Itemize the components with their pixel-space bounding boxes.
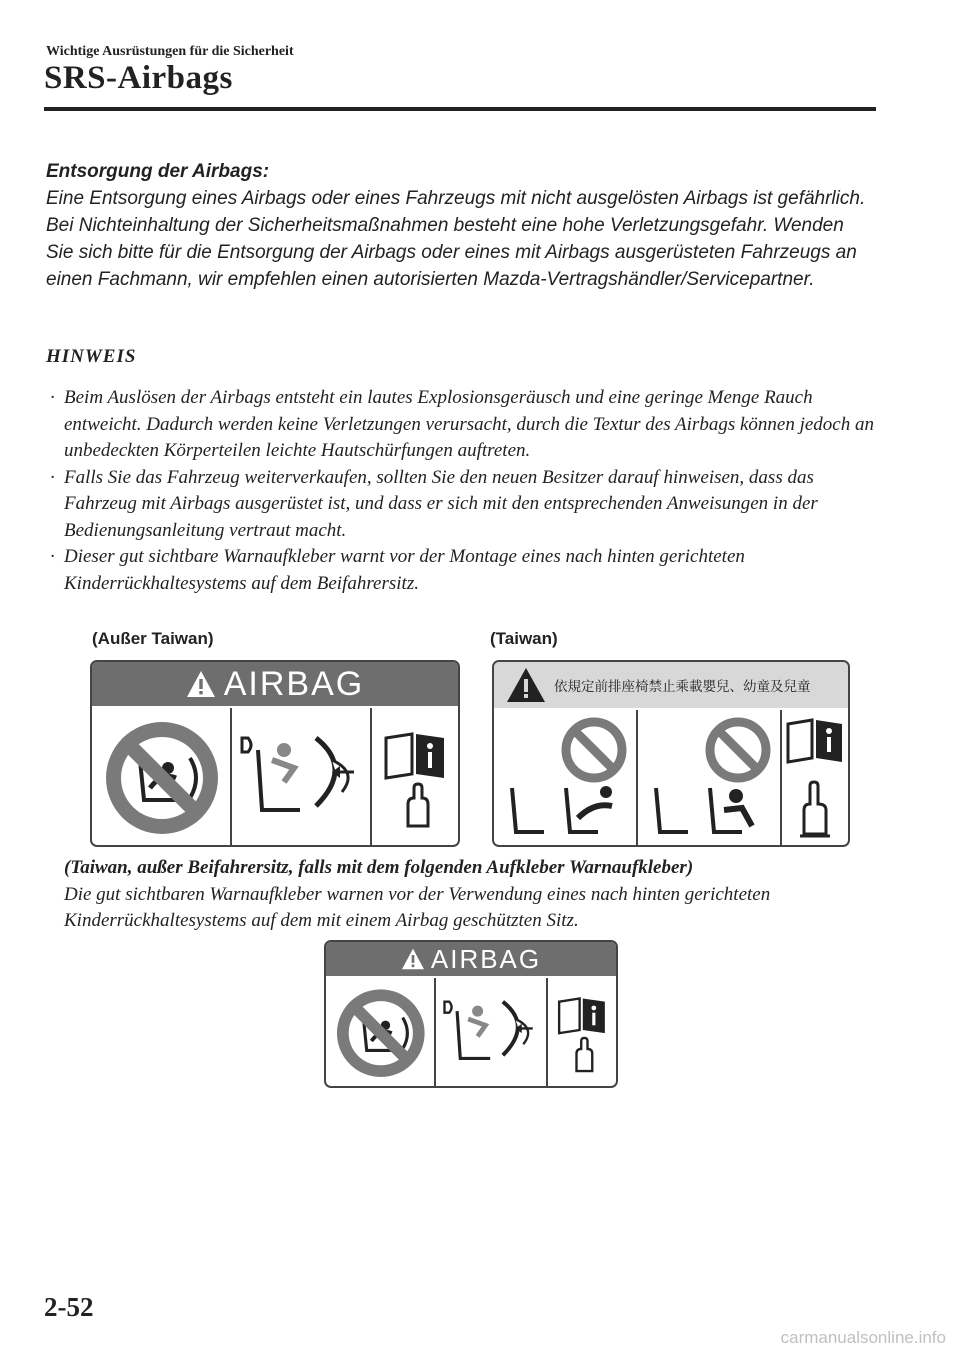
warning-triangle-icon (506, 667, 546, 703)
sticker-label-outside-taiwan: (Außer Taiwan) (92, 629, 214, 648)
sticker-header-text: 依規定前排座椅禁止乘載嬰兒、幼童及兒童 (554, 679, 811, 694)
warning-triangle-icon (401, 948, 425, 970)
bullet-glyph: · (50, 466, 55, 488)
bullet-glyph: · (50, 387, 55, 408)
caption-title: (Taiwan, außer Beifahrersitz, falls mit dem folgenden Aufkleber Warnaufkleber) (64, 857, 694, 878)
list-item (46, 544, 876, 597)
list-item (46, 465, 876, 545)
no-rear-facing-child-seat-icon (326, 978, 434, 1086)
sticker-panel (92, 708, 232, 845)
sticker-header (326, 942, 616, 976)
sticker-body (92, 708, 458, 845)
no-child-front-seat-icon (494, 710, 636, 845)
list-item-text: Falls Sie das Fahrzeug weiterverkaufen, sollten Sie den neuen Besitzer darauf hinweisen, dass das Fahrzeug mit Airbags ausgerüstet ist, und dass er sich mit den entsprechenden Anweisungen in der Bedienungsanleitung vertraut macht. (64, 466, 818, 541)
airbag-warning-sticker (324, 940, 618, 1088)
airbag-deploy-icon (436, 978, 546, 1086)
taiwan-warning-sticker (492, 660, 850, 847)
sticker-panel (782, 710, 848, 845)
sticker-header-text: AIRBAG (430, 943, 542, 974)
list-item-text: Beim Auslösen der Airbags entsteht ein lautes Explosionsgeräusch und eine geringe Menge Rauch entweicht. Dadurch werden keine Verletzungen verursacht, durch die Textur des Airbags können jedoch an unbedeckten Körperteilen leichte Hautschürfungen auftreten. (64, 387, 874, 461)
sticker-panel (326, 978, 436, 1086)
caption-body: Die gut sichtbaren Warnaufkleber warnen vor der Verwendung eines nach hinten gerichteten Kinderrückhaltesystems auf dem mit einem Airbag geschützten Sitz. (64, 883, 771, 931)
manual-book-icon (372, 708, 458, 845)
page-number: 2-52 (44, 1292, 94, 1322)
manual-book-icon (548, 978, 616, 1086)
no-rear-facing-child-seat-icon (92, 708, 230, 845)
list-item-text: Dieser gut sichtbare Warnaufkleber warnt vor der Montage eines nach hinten gerichteten Kinderrückhaltesystems auf dem Beifahrersitz. (64, 546, 745, 594)
warning-heading: Entsorgung der Airbags: (46, 161, 270, 182)
airbag-deploy-icon (232, 708, 370, 845)
title-divider (44, 107, 876, 111)
warning-body: Eine Entsorgung eines Airbags oder eines Fahrzeugs mit nicht ausgelösten Airbags ist gefährlich. Bei Nichteinhaltung der Sicherheitsmaßnahmen besteht eine hohe Verletzungsgefahr. Wenden Sie sich bitte für die Entsorgung der Airbags oder eines mit Airbags ausgerüsteten Fahrzeugs an einen Fachmann, wir empfehlen einen autorisierten Mazda-Vertragshändler/Servicepartner. (46, 188, 866, 290)
section-label: Wichtige Ausrüstungen für die Sicherheit (46, 44, 294, 59)
sticker-panel (548, 978, 616, 1086)
sticker-body (326, 978, 616, 1086)
sticker-panel (372, 708, 458, 845)
sticker-header (92, 662, 458, 706)
sticker-panel (494, 710, 638, 845)
sticker-panel (436, 978, 548, 1086)
sticker-header (494, 662, 848, 708)
hinweis-heading: HINWEIS (46, 346, 137, 367)
sticker-label-taiwan: (Taiwan) (490, 629, 558, 648)
sticker-header-text: AIRBAG (223, 664, 365, 703)
manual-book-icon (782, 710, 848, 845)
warning-block (46, 158, 876, 293)
bullet-glyph: · (50, 546, 55, 567)
hinweis-list (46, 385, 876, 597)
sticker-body (494, 710, 848, 845)
list-item (46, 385, 876, 465)
no-child-seat-icon (638, 710, 780, 845)
caption-block (64, 855, 874, 935)
warning-triangle-icon (186, 670, 216, 698)
sticker-panel (232, 708, 372, 845)
page-title: SRS-Airbags (44, 60, 233, 96)
watermark: carmanualsonline.info (780, 1328, 946, 1347)
airbag-warning-sticker (90, 660, 460, 847)
sticker-panel (638, 710, 782, 845)
